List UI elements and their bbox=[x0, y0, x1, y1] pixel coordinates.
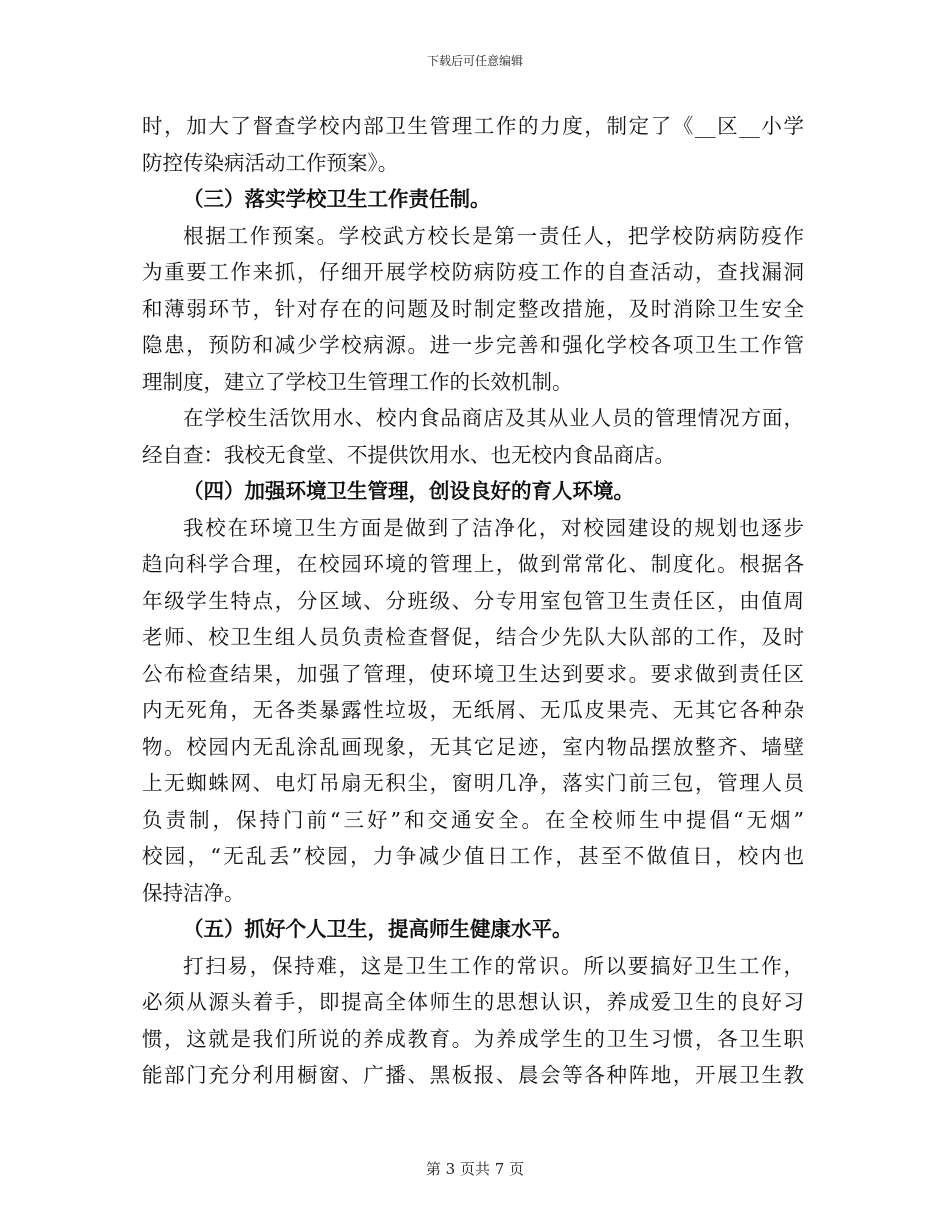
page-header: 下载后可任意编辑 bbox=[426, 54, 523, 68]
text-line: 年级学生特点，分区域、分班级、分专用室包管卫生责任区，由值周 bbox=[142, 588, 804, 613]
text-line: 隐患，预防和减少学校病源。进一步完善和强化学校各项卫生工作管 bbox=[142, 333, 804, 357]
text-line: 公布检查结果，加强了管理，使环境卫生达到要求。要求做到责任区 bbox=[142, 661, 804, 686]
text-line: 老师、校卫生组人员负责检查督促，结合少先队大队部的工作，及时 bbox=[142, 625, 804, 649]
text-line: 必须从源头着手，即提高全体师生的思想认识，养成爱卫生的良好习 bbox=[142, 990, 804, 1014]
text-line: 我校在环境卫生方面是做到了洁净化，对校园建设的规划也逐步 bbox=[183, 515, 804, 540]
text-line: 理制度，建立了学校卫生管理工作的长效机制。 bbox=[142, 369, 573, 394]
text-line: 物。校园内无乱涂乱画现象，无其它足迹，室内物品摆放整齐、墙壁 bbox=[142, 734, 804, 759]
text-line: 负责制，保持门前“三好”和交通安全。在全校师生中提倡“无烟” bbox=[142, 807, 804, 832]
text-line: 惯，这就是我们所说的养成教育。为养成学生的卫生习惯，各卫生职 bbox=[142, 1026, 804, 1051]
text-line: 为重要工作来抓，仔细开展学校防病防疫工作的自查活动，查找漏洞 bbox=[142, 260, 804, 284]
text-line: 在学校生活饮用水、校内食品商店及其从业人员的管理情况方面， bbox=[183, 406, 804, 430]
section-heading: （三）落实学校卫生工作责任制。 bbox=[183, 187, 491, 211]
text-line: 趋向科学合理，在校园环境的管理上，做到常常化、制度化。根据各 bbox=[142, 552, 804, 576]
text-line: 根据工作预案。学校武方校长是第一责任人，把学校防病防疫作 bbox=[183, 223, 804, 248]
section-heading: （四）加强环境卫生管理，创设良好的育人环境。 bbox=[183, 479, 634, 503]
text-line: 时，加大了督查学校内部卫生管理工作的力度，制定了《__区__小学 bbox=[142, 114, 804, 138]
text-line: 经自查：我校无食堂、不提供饮用水、也无校内食品商店。 bbox=[142, 442, 675, 467]
text-line: 内无死角，无各类暴露性垃圾，无纸屑、无瓜皮果壳、无其它各种杂 bbox=[142, 698, 804, 722]
section-heading: （五）抓好个人卫生，提高师生健康水平。 bbox=[183, 917, 573, 941]
text-line: 和薄弱环节，针对存在的问题及时制定整改措施，及时消除卫生安全 bbox=[142, 296, 804, 321]
text-line: 保持洁净。 bbox=[142, 880, 245, 905]
document-body bbox=[142, 108, 804, 1094]
page-footer: 第 3 页共 7 页 bbox=[425, 1160, 525, 1178]
text-line: 校园，“无乱丢”校园，力争减少值日工作，甚至不做值日，校内也 bbox=[142, 844, 804, 868]
text-line: 防控传染病活动工作预案》。 bbox=[142, 150, 399, 175]
text-line: 能部门充分利用橱窗、广播、黑板报、晨会等各种阵地，开展卫生教 bbox=[142, 1063, 804, 1087]
text-line: 打扫易，保持难，这是卫生工作的常识。所以要搞好卫生工作， bbox=[183, 953, 804, 978]
text-line: 上无蜘蛛网、电灯吊扇无积尘，窗明几净，落实门前三包，管理人员 bbox=[142, 771, 804, 795]
